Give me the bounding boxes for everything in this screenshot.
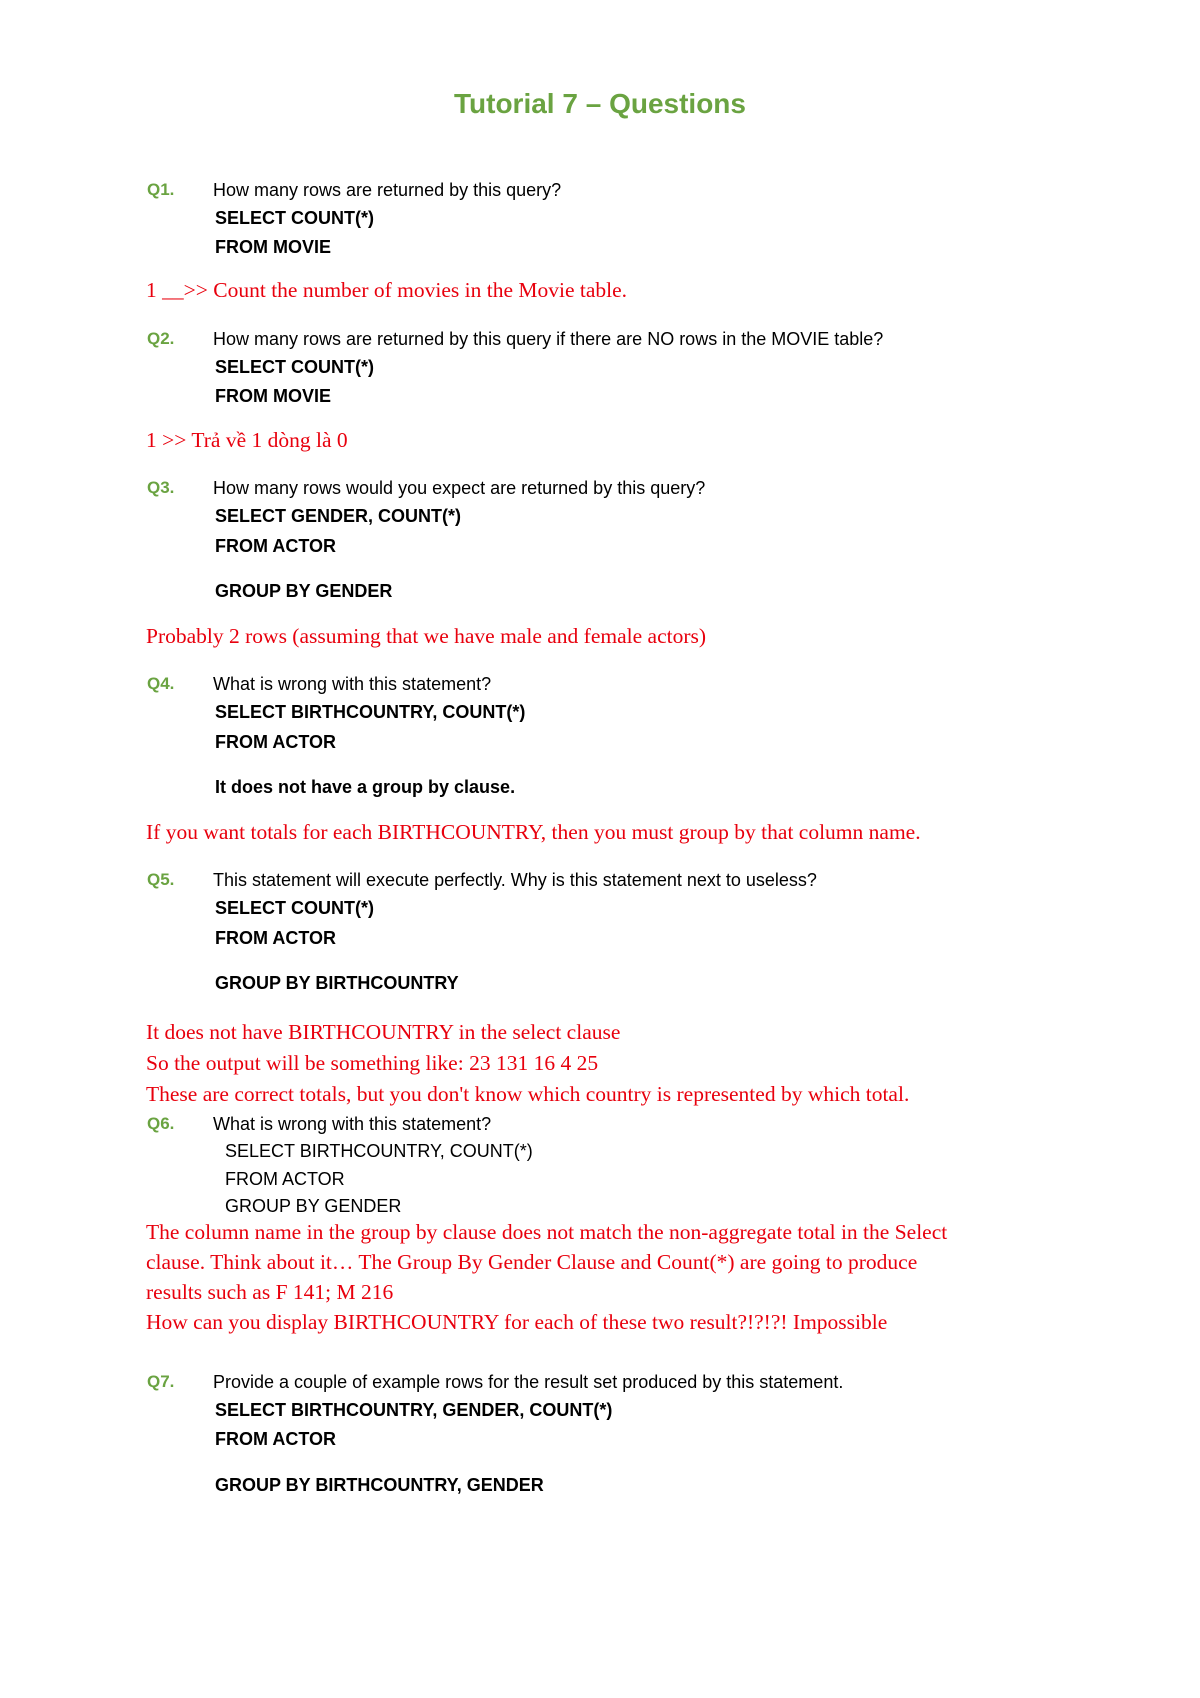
answer-text: It does not have BIRTHCOUNTRY in the select clause [146,1020,621,1044]
sql-line: FROM MOVIE [215,386,331,406]
question-text: Provide a couple of example rows for the result set produced by this statement. [213,1372,844,1392]
sql-line: SELECT COUNT(*) [215,208,374,228]
sql-line: SELECT COUNT(*) [215,898,374,918]
question-text: How many rows are returned by this query if there are NO rows in the MOVIE table? [213,329,884,349]
sql-line: FROM ACTOR [215,732,336,752]
question-number: Q5. [147,870,175,889]
question-text: How many rows would you expect are returned by this query? [213,478,706,498]
sql-line: GROUP BY GENDER [225,1196,402,1216]
sql-line: SELECT BIRTHCOUNTRY, COUNT(*) [215,702,526,722]
sql-line: SELECT BIRTHCOUNTRY, COUNT(*) [225,1141,533,1161]
answer-text: If you want totals for each BIRTHCOUNTRY, then you must group by that column name. [146,820,921,844]
question-text: What is wrong with this statement? [213,1114,492,1134]
answer-text: How can you display BIRTHCOUNTRY for each of these two result?!?!?! Impossible [146,1310,888,1334]
answer-text: The column name in the group by clause does not match the non-aggregate total in the Select [146,1220,948,1244]
sql-line: GROUP BY BIRTHCOUNTRY [215,973,459,993]
sql-line: GROUP BY BIRTHCOUNTRY, GENDER [215,1475,544,1495]
question-number: Q6. [147,1114,175,1133]
sql-line: FROM ACTOR [215,536,336,556]
answer-text: clause. Think about it… The Group By Gender Clause and Count(*) are going to produce [146,1250,918,1274]
sql-line: SELECT COUNT(*) [215,357,374,377]
sql-line: SELECT GENDER, COUNT(*) [215,506,462,526]
page-title: Tutorial 7 – Questions [454,88,746,119]
question-text: How many rows are returned by this query? [213,180,562,200]
sql-line: GROUP BY GENDER [215,581,393,601]
answer-text: So the output will be something like: 23 131 16 4 25 [146,1051,599,1075]
question-number: Q1. [147,180,175,199]
sql-line: It does not have a group by clause. [215,777,516,797]
question-number: Q3. [147,478,175,497]
sql-line: FROM ACTOR [225,1169,345,1189]
question-number: Q4. [147,674,175,693]
question-number: Q7. [147,1372,175,1391]
answer-text: 1 >> Trả về 1 dòng là 0 [146,428,348,452]
sql-line: SELECT BIRTHCOUNTRY, GENDER, COUNT(*) [215,1400,613,1420]
answer-text: These are correct totals, but you don't know which country is represented by which total. [146,1082,910,1106]
question-text: This statement will execute perfectly. Why is this statement next to useless? [213,870,817,890]
answer-text: results such as F 141; M 216 [146,1280,394,1304]
sql-line: FROM ACTOR [215,928,336,948]
question-text: What is wrong with this statement? [213,674,492,694]
sql-line: FROM ACTOR [215,1429,336,1449]
question-number: Q2. [147,329,175,348]
sql-line: FROM MOVIE [215,237,331,257]
answer-text: 1 __>> Count the number of movies in the Movie table. [146,278,628,302]
answer-text: Probably 2 rows (assuming that we have male and female actors) [146,624,707,648]
